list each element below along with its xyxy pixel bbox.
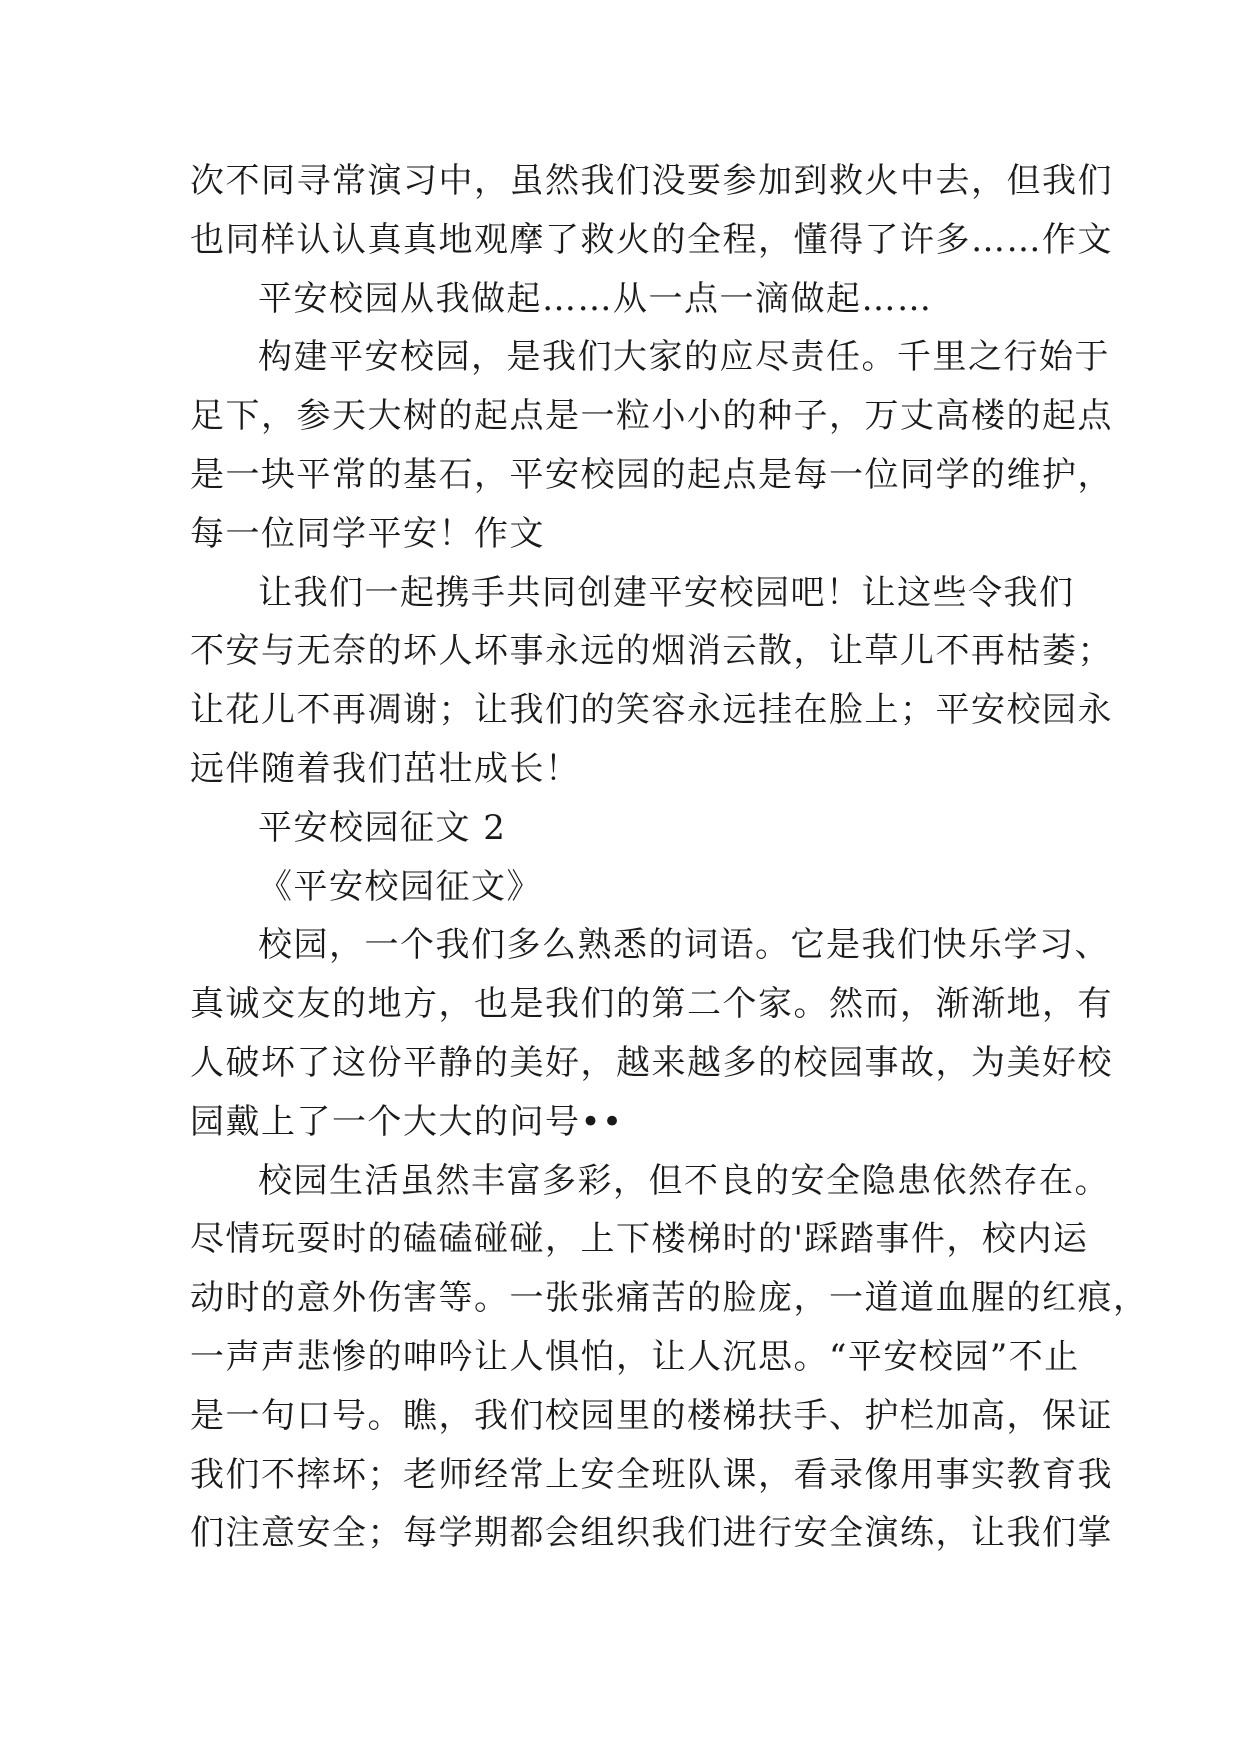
document-page (190, 152, 1149, 1563)
section-heading: 平安校园征文 2 (258, 807, 507, 848)
essay-title: 《平安校园征文》 (258, 866, 542, 907)
text-line: 远伴随着我们茁壮成长！ (190, 748, 581, 789)
text-line: 平安校园从我做起……从一点一滴做起…… (258, 278, 933, 319)
text-line: 构建平安校园，是我们大家的应尽责任。千里之行始于 (258, 337, 1110, 378)
text-line: 一声声悲惨的呻吟让人惧怕，让人沉思。“平安校园”不止 (190, 1336, 1080, 1377)
text-line: 每一位同学平安！作文 (190, 513, 545, 554)
text-line: 让花儿不再凋谢；让我们的笑容永远挂在脸上；平安校园永 (190, 690, 1113, 731)
text-line: 校园，一个我们多么熟悉的词语。它是我们快乐学习、 (258, 925, 1110, 966)
text-line: 真诚交友的地方，也是我们的第二个家。然而，渐渐地，有 (190, 984, 1113, 1025)
text-line: 是一块平常的基石，平安校园的起点是每一位同学的维护， (190, 454, 1113, 495)
text-line: 园戴上了一个大大的问号•• (190, 1101, 624, 1142)
text-line: 是一句口号。瞧，我们校园里的楼梯扶手、护栏加高，保证 (190, 1395, 1113, 1436)
text-line: 尽情玩耍时的磕磕碰碰，上下楼梯时的'踩踏事件，校内运 (190, 1219, 1089, 1260)
text-line: 们注意安全；每学期都会组织我们进行安全演练，让我们掌 (190, 1513, 1113, 1554)
text-line: 足下，参天大树的起点是一粒小小的种子，万丈高楼的起点 (190, 396, 1113, 437)
text-line: 我们不摔坏；老师经常上安全班队课，看录像用事实教育我 (190, 1454, 1113, 1495)
text-line: 次不同寻常演习中，虽然我们没要参加到救火中去，但我们 (190, 161, 1113, 201)
text-line: 让我们一起携手共同创建平安校园吧！让这些令我们 (258, 572, 1075, 613)
text-line: 也同样认认真真地观摩了救火的全程，懂得了许多……作文 (190, 219, 1113, 260)
text-line: 动时的意外伤害等。一张张痛苦的脸庞，一道道血腥的红痕， (190, 1278, 1149, 1319)
text-line: 校园生活虽然丰富多彩，但不良的安全隐患依然存在。 (258, 1160, 1110, 1201)
text-line: 人破坏了这份平静的美好，越来越多的校园事故，为美好校 (190, 1042, 1113, 1083)
text-line: 不安与无奈的坏人坏事永远的烟消云散，让草儿不再枯萎； (190, 631, 1113, 672)
